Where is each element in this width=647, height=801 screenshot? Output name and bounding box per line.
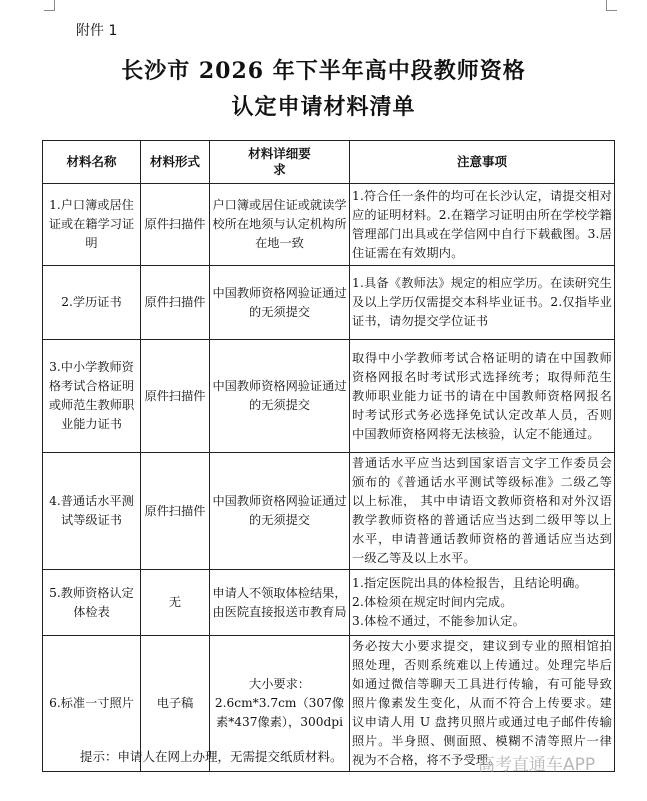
table-row bbox=[43, 340, 615, 453]
material-detail: 中国教师资格网验证通过的无须提交 bbox=[210, 453, 350, 570]
material-notes: 务必按大小要求提交，建议到专业的照相馆拍照处理，否则系统难以上传通过。处理完毕后如通过微信等聊天工具进行传输，有可能导致照片像素发生变化，从而不符合上传要求。建议申请人用 U 盘拷贝照片或通过电子邮件传输照片。半身照、侧面照、模糊不清等照片一律视为不合格，将不予受理。 bbox=[350, 636, 615, 772]
material-name: 5.教师资格认定体检表 bbox=[43, 570, 141, 636]
materials-table bbox=[42, 140, 615, 772]
table-header-row bbox=[43, 141, 615, 184]
material-detail: 中国教师资格网验证通过的无须提交 bbox=[210, 266, 350, 340]
annex-label: 附件 1 bbox=[76, 23, 118, 39]
material-detail: 大小要求：2.6cm*3.7cm（307像素*437像素），300dpi bbox=[210, 636, 350, 772]
header-material-form: 材料形式 bbox=[141, 141, 210, 184]
material-detail: 中国教师资格网验证通过的无须提交 bbox=[210, 340, 350, 453]
material-notes: 取得中小学教师考试合格证明的请在中国教师资格网报名时考试形式选择统考；取得师范生教师职业能力证书的请在中国教师资格网报名时考试形式务必选择免试认定改革人员，否则中国教师资格网将无法核验，认定不能通过。 bbox=[350, 340, 615, 453]
material-form: 原件扫描件 bbox=[141, 453, 210, 570]
page-corner-mark-left bbox=[44, 0, 55, 11]
table-row bbox=[43, 570, 615, 636]
table-row bbox=[43, 266, 615, 340]
material-detail: 申请人不领取体检结果，由医院直接报送市教育局 bbox=[210, 570, 350, 636]
header-material-detail bbox=[210, 141, 350, 184]
material-notes: 普通话水平应当达到国家语言文字工作委员会颁布的《普通话水平测试等级标准》二级乙等以上标准， 其中申请语文教师资格和对外汉语教学教师资格的普通话应当达到二级甲等以上水平，申请普通话教师资格的普通话应当达到一级乙等及以上水平。 bbox=[350, 453, 615, 570]
material-notes: 1.指定医院出具的体检报告，且结论明确。 2.体检须在规定时间内完成。 3.体检不通过，不能参加认定。 bbox=[350, 570, 615, 636]
material-name: 4.普通话水平测试等级证书 bbox=[43, 453, 141, 570]
table-row bbox=[43, 184, 615, 266]
header-material-detail-text: 材料详细要求 bbox=[248, 146, 311, 177]
material-notes: 1.符合任一条件的均可在长沙认定，请提交相对应的证明材料。2.在籍学习证明由所在学校学籍管理部门出具或在学信网中自行下载截图。3.居住证需在有效期内。 bbox=[350, 184, 615, 266]
material-notes: 1.具备《教师法》规定的相应学历。在读研究生及以上学历仅需提交本科毕业证书。2.仅指毕业证书，请勿提交学位证书 bbox=[350, 266, 615, 340]
document-title-line2: 认定申请材料清单 bbox=[231, 94, 416, 120]
material-form: 原件扫描件 bbox=[141, 340, 210, 453]
material-name: 3.中小学教师资格考试合格证明或师范生教师职业能力证书 bbox=[43, 340, 141, 453]
footer-note: 提示：申请人在网上办理，无需提交纸质材料。 bbox=[80, 749, 343, 764]
material-name: 1.户口簿或居住证或在籍学习证明 bbox=[43, 184, 141, 266]
material-form: 原件扫描件 bbox=[141, 266, 210, 340]
material-detail: 户口簿或居住证或就读学校所在地须与认定机构所在地一致 bbox=[210, 184, 350, 266]
material-name: 6.标准一寸照片 bbox=[43, 636, 141, 772]
header-material-name: 材料名称 bbox=[43, 141, 141, 184]
page-corner-mark-right bbox=[606, 0, 617, 11]
document-title-line1: 长沙市 2026 年下半年高中段教师资格 bbox=[121, 58, 526, 84]
header-notes: 注意事项 bbox=[350, 141, 615, 184]
watermark: 高考直通车APP bbox=[478, 755, 596, 775]
material-form: 原件扫描件 bbox=[141, 184, 210, 266]
material-form: 无 bbox=[141, 570, 210, 636]
table-row bbox=[43, 453, 615, 570]
material-form: 电子稿 bbox=[141, 636, 210, 772]
material-name: 2.学历证书 bbox=[43, 266, 141, 340]
